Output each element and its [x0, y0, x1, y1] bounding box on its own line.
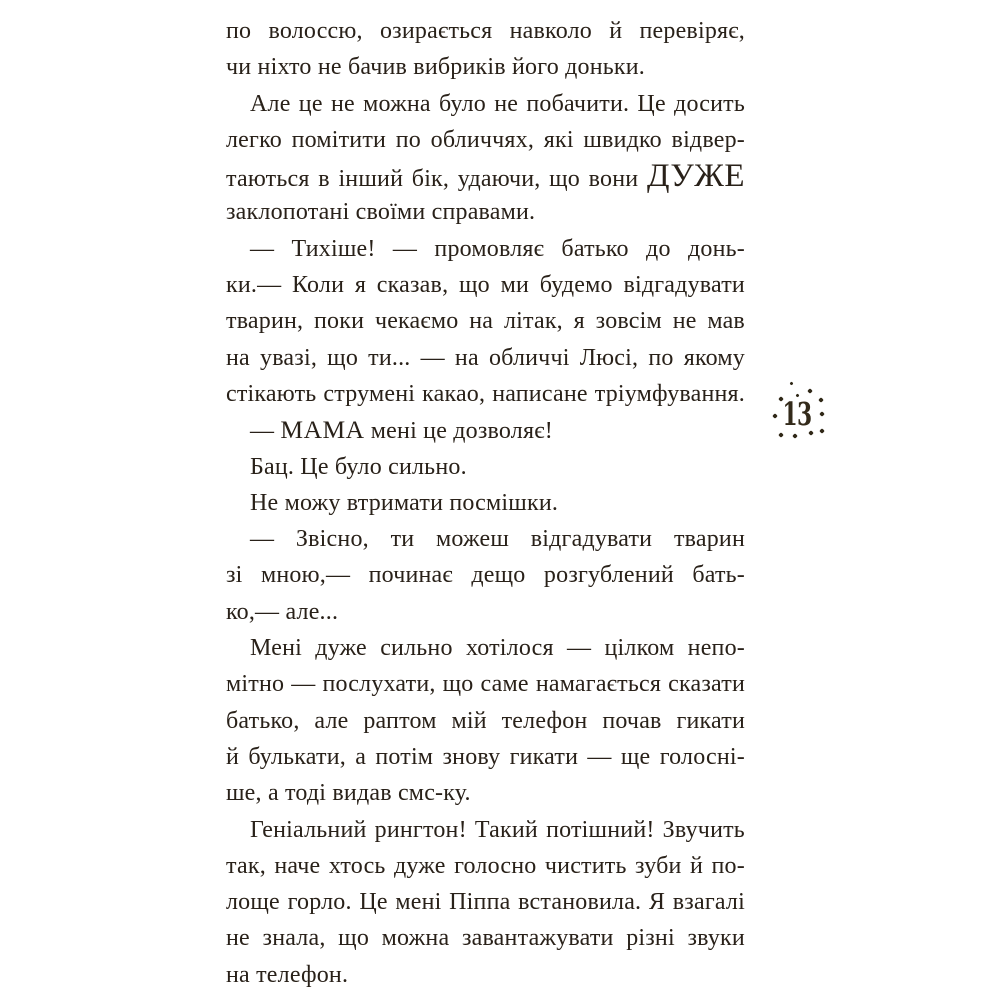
text-line	[226, 739, 745, 775]
text-line	[226, 848, 745, 884]
word: ти	[390, 526, 415, 553]
word: зі	[226, 562, 243, 589]
word: завантажувати	[461, 925, 614, 952]
word: доньки.	[565, 54, 645, 81]
word: мені	[370, 418, 417, 445]
word: не	[330, 90, 355, 117]
word: —	[392, 235, 418, 262]
word: —	[567, 635, 592, 662]
word: а	[355, 743, 367, 770]
word: батько,	[226, 707, 300, 734]
word: відгадувати	[623, 272, 745, 299]
word: дуже	[315, 635, 367, 662]
text-line	[226, 594, 745, 630]
word: бать-	[692, 562, 745, 589]
text-line	[226, 521, 745, 557]
word: гикати	[509, 743, 579, 770]
word: донь-	[687, 235, 745, 262]
word: які	[543, 126, 574, 153]
word: Геніальний	[250, 816, 367, 843]
word: бачив	[347, 54, 408, 81]
word: по	[648, 344, 674, 371]
text-line	[226, 340, 745, 376]
word: можна	[363, 90, 431, 117]
word: рингтон!	[374, 816, 467, 843]
word: сказати	[668, 671, 745, 698]
word: було	[334, 453, 382, 480]
word: стікають	[226, 380, 317, 407]
text-line	[226, 666, 745, 702]
word: літак,	[503, 308, 563, 335]
text-line	[226, 86, 745, 122]
word: поки	[314, 308, 365, 335]
word: чи	[226, 54, 252, 81]
word: й	[226, 743, 240, 770]
word: Це	[637, 90, 666, 117]
text-line	[226, 812, 745, 848]
word: по	[395, 126, 421, 153]
word: горло.	[287, 889, 352, 916]
word: Люсі,	[579, 344, 639, 371]
word: булькати,	[248, 743, 346, 770]
word: по	[226, 18, 252, 44]
word: в	[318, 166, 330, 193]
word: почав	[602, 707, 662, 734]
text-line	[226, 630, 745, 666]
text-line	[226, 485, 745, 521]
word: голосні-	[659, 743, 745, 770]
word: так,	[226, 852, 266, 879]
text-line	[226, 194, 745, 230]
word: дуже	[394, 852, 446, 879]
word: —	[250, 418, 275, 445]
word: ми	[500, 272, 529, 299]
word: але...	[285, 598, 339, 625]
word: саме	[480, 671, 529, 698]
word: Не	[250, 489, 279, 516]
word: лоще	[226, 889, 280, 916]
word: чекаємо	[374, 308, 459, 335]
word: удаючи,	[457, 166, 541, 193]
word: можеш	[436, 526, 510, 553]
word: знову	[442, 743, 501, 770]
word: озирається	[379, 18, 493, 44]
sparkle-dot-icon	[807, 388, 813, 394]
word: —	[250, 526, 275, 553]
word: вони	[588, 166, 639, 193]
word: й	[689, 852, 704, 879]
text-line	[226, 376, 745, 412]
word: мітно	[226, 671, 285, 698]
word: навколо	[509, 18, 592, 44]
text-line	[226, 884, 745, 920]
page-number-badge	[768, 376, 826, 440]
word: струмені	[323, 380, 416, 407]
word: мав	[707, 308, 745, 335]
word: —	[291, 671, 316, 698]
word: ніхто	[257, 54, 312, 81]
text-line	[226, 920, 745, 956]
word: телефон	[501, 707, 588, 734]
word: втримати	[346, 489, 444, 516]
word: встановила.	[518, 889, 642, 916]
word: Такий	[474, 816, 538, 843]
word: сильно.	[388, 453, 467, 480]
word: ше,	[226, 780, 262, 807]
word: ко,—	[226, 598, 280, 625]
sparkle-dot-icon	[772, 413, 778, 419]
word: Піппа	[449, 889, 511, 916]
word: це	[298, 90, 323, 117]
word: на	[226, 344, 250, 371]
word: потім	[375, 743, 434, 770]
sparkle-dot-icon	[789, 381, 793, 385]
text-line	[226, 957, 745, 993]
word: посмішки.	[449, 489, 559, 516]
word: обличчі	[488, 344, 570, 371]
word: мною,—	[260, 562, 351, 589]
word: послухати,	[322, 671, 436, 698]
word: ДУЖЕ	[646, 158, 745, 195]
sparkle-dot-icon	[778, 432, 784, 438]
word: чистить	[544, 852, 627, 879]
word: це	[423, 418, 448, 445]
word: промовляє	[434, 235, 545, 262]
word: інший	[338, 166, 404, 193]
word: мені	[395, 889, 442, 916]
word: Це	[300, 453, 329, 480]
word: його	[512, 54, 559, 81]
word: а	[267, 780, 279, 807]
text-line	[226, 122, 745, 158]
word: тріумфування.	[594, 380, 745, 407]
word: дещо	[471, 562, 526, 589]
text-line	[226, 231, 745, 267]
word: на	[226, 961, 250, 988]
word: будемо	[539, 272, 613, 299]
word: відгадувати	[530, 526, 653, 553]
word: тоді	[285, 780, 327, 807]
word: МАМА	[280, 415, 365, 445]
page-number: 13	[782, 395, 812, 433]
word: що	[442, 671, 474, 698]
word: голосно	[454, 852, 537, 879]
word: Але	[250, 90, 291, 117]
word: наче	[274, 852, 321, 879]
word: Мені	[250, 635, 302, 662]
word: помітити	[291, 126, 387, 153]
word: можу	[284, 489, 341, 516]
word: сильно	[380, 635, 453, 662]
word: волоссю,	[268, 18, 363, 44]
word: до	[646, 235, 671, 262]
text-line	[226, 703, 745, 739]
word: видав	[332, 780, 392, 807]
word: Звучить	[662, 816, 745, 843]
word: взагалі	[672, 889, 745, 916]
word: що	[458, 272, 490, 299]
word: побачити.	[526, 90, 630, 117]
text-line	[226, 775, 745, 811]
word: не	[317, 54, 342, 81]
word: різні	[626, 925, 675, 952]
word: але	[314, 707, 349, 734]
word: звуки	[687, 925, 745, 952]
word: мій	[451, 707, 487, 734]
word: можна	[381, 925, 450, 952]
word: якому	[683, 344, 745, 371]
word: хотілося	[465, 635, 554, 662]
word: Це	[359, 889, 388, 916]
word: —	[250, 235, 275, 262]
word: на	[469, 308, 494, 335]
sparkle-dot-icon	[819, 411, 825, 417]
word: ки.—	[226, 272, 282, 299]
word: було	[438, 90, 487, 117]
text-line	[226, 158, 745, 194]
word: зовсім	[595, 308, 662, 335]
word: що	[338, 925, 370, 952]
sparkle-dot-icon	[819, 428, 825, 434]
word: зуби	[635, 852, 682, 879]
word: Коли	[292, 272, 345, 299]
word: починає	[368, 562, 453, 589]
word: Я	[648, 889, 666, 916]
word: не	[226, 925, 250, 952]
word: й	[609, 18, 623, 44]
word: потішний!	[546, 816, 655, 843]
word: обличчях,	[430, 126, 535, 153]
word: що	[549, 166, 581, 193]
text-line	[226, 303, 745, 339]
word: знала,	[262, 925, 326, 952]
word: смс-ку.	[397, 780, 471, 807]
word: тварин,	[226, 308, 304, 335]
word: відвер-	[671, 126, 745, 153]
word: я	[573, 308, 585, 335]
text-column	[226, 13, 745, 993]
word: ти...	[368, 344, 411, 371]
word: Бац.	[250, 453, 295, 480]
word: телефон.	[256, 961, 349, 988]
word: сказав,	[376, 272, 449, 299]
word: дозволяє!	[453, 418, 553, 445]
word: я	[354, 272, 367, 299]
word: бік,	[411, 166, 450, 193]
word: раптом	[363, 707, 437, 734]
text-line	[226, 449, 745, 485]
word: своїми	[355, 199, 426, 226]
word: перевіряє,	[639, 18, 745, 44]
word: розгублений	[543, 562, 674, 589]
word: Звісно,	[295, 526, 369, 553]
word: таються	[226, 166, 310, 193]
word: цілком	[604, 635, 675, 662]
text-line	[226, 49, 745, 85]
word: намагається	[535, 671, 662, 698]
word: —	[420, 344, 445, 371]
word: що	[327, 344, 359, 371]
word: Тихіше!	[291, 235, 376, 262]
word: заклопотані	[226, 199, 350, 226]
word: ще	[620, 743, 651, 770]
word: справами.	[431, 199, 536, 226]
word: швидко	[583, 126, 662, 153]
sparkle-dot-icon	[792, 433, 798, 439]
text-line	[226, 13, 745, 49]
word: какао,	[422, 380, 486, 407]
word: тварин	[673, 526, 745, 553]
word: вибриків	[413, 54, 506, 81]
word: хтось	[328, 852, 386, 879]
word: написане	[492, 380, 588, 407]
word: досить	[674, 90, 745, 117]
word: по-	[711, 852, 745, 879]
word: не	[672, 308, 697, 335]
word: не	[494, 90, 519, 117]
word: —	[587, 743, 612, 770]
word: непо-	[687, 635, 745, 662]
sparkle-dot-icon	[818, 397, 824, 403]
text-line	[226, 267, 745, 303]
word: батько	[561, 235, 629, 262]
word: увазі,	[260, 344, 318, 371]
word: гикати	[676, 707, 745, 734]
word: легко	[226, 126, 282, 153]
text-line	[226, 557, 745, 593]
text-line	[226, 412, 745, 448]
word: на	[454, 344, 479, 371]
